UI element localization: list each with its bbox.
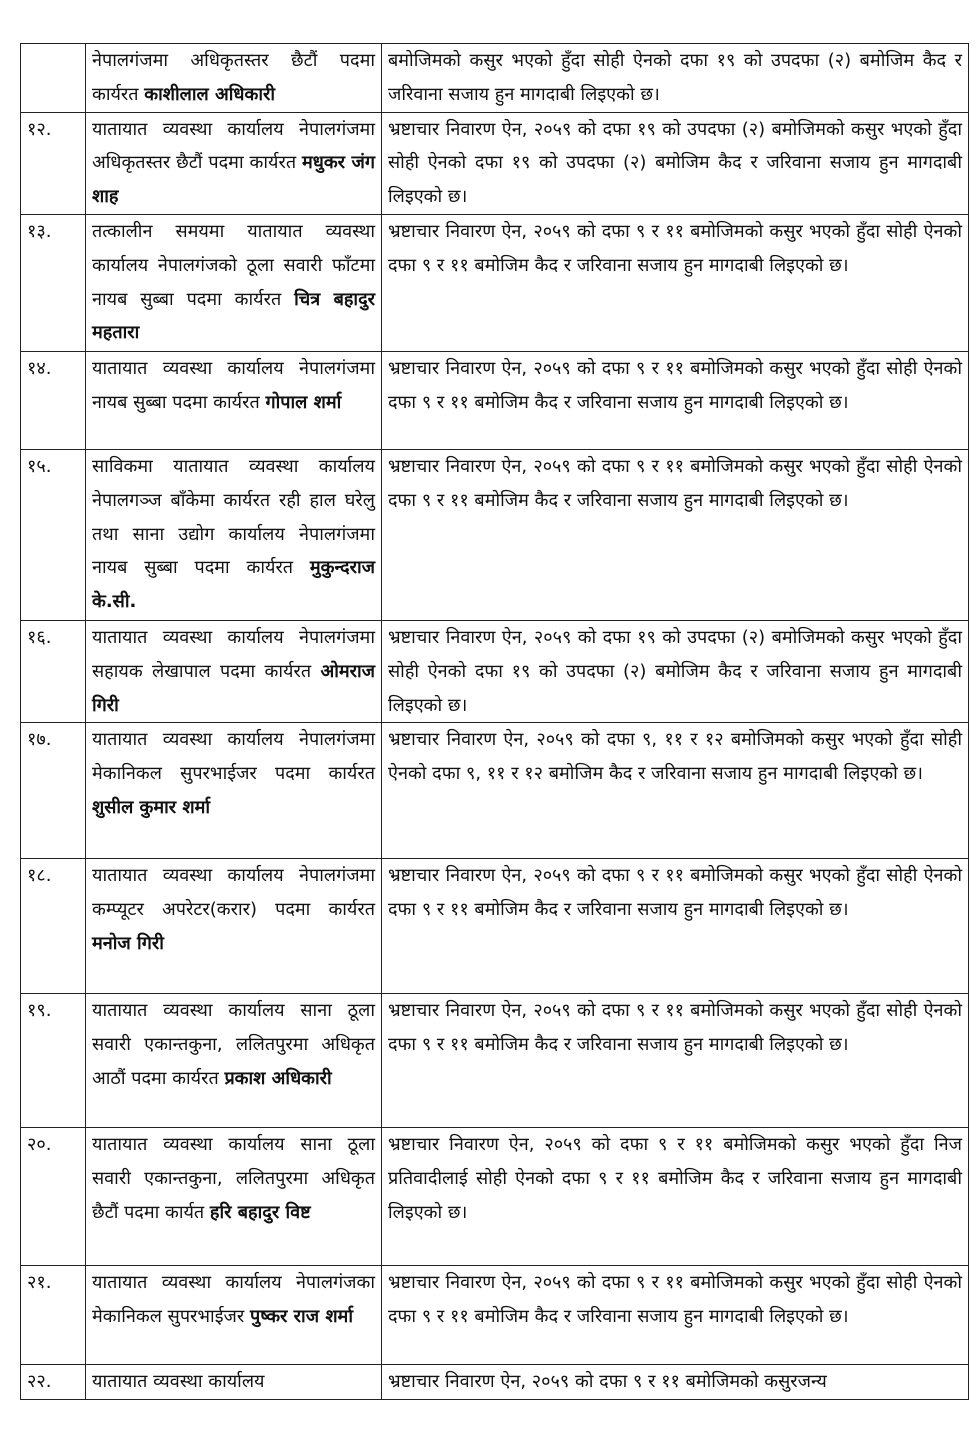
row-number: १२.	[21, 112, 86, 214]
defendant-position: यातायात व्यवस्था कार्यालय नेपालगंजमा मेकानिकल सुपरभाईजर पदमा कार्यरत	[92, 729, 375, 785]
charge-text: भ्रष्टाचार निवारण ऐन, २०५९ को दफा ९ र ११ बमोजिमको कसुर भएको हुँदा निज प्रतिवादीलाई सोही ऐनको दफा ९ र ११ बमोजिम कैद र जरिवाना सजाय हुन मागदाबी लिइएको छ।	[382, 1128, 969, 1266]
row-number: १९.	[21, 994, 86, 1128]
defendant-name: शुसील कुमार शर्मा	[92, 796, 211, 818]
defendant-position: नेपालगंजमा अधिकृतस्तर छैटौं पदमा कार्यरत	[92, 50, 375, 105]
table-row	[21, 723, 969, 859]
defendant-position: यातायात व्यवस्था कार्यालय	[92, 1371, 265, 1393]
defendant-description	[86, 723, 382, 859]
row-number: २२.	[21, 1365, 86, 1400]
defendant-position: यातायात व्यवस्था कार्यालय साना ठूला सवारी एकान्तकुना, ललितपुरमा अधिकृत आठौं पदमा कार्यरत	[92, 1000, 375, 1089]
defendant-position: यातायात व्यवस्था कार्यालय नेपालगंजमा नायब सुब्बा पदमा कार्यरत	[92, 357, 375, 413]
table-row	[21, 1128, 969, 1266]
charge-text: भ्रष्टाचार निवारण ऐन, २०५९ को दफा ९ र ११ बमोजिमको कसुर भएको हुँदा सोही ऐनको दफा ९ र ११ बमोजिम कैद र जरिवाना सजाय हुन मागदाबी लिइएको छ।	[382, 859, 969, 994]
defendant-description	[86, 994, 382, 1128]
defendant-description	[86, 1128, 382, 1266]
table-row	[21, 1365, 969, 1400]
row-number: २०.	[21, 1128, 86, 1266]
defendant-description	[86, 449, 382, 620]
table-row	[21, 44, 969, 113]
row-number: १४.	[21, 351, 86, 449]
defendant-description	[86, 1266, 382, 1365]
table-row	[21, 1266, 969, 1365]
defendant-name: ओमराज गिरी	[92, 660, 375, 716]
defendant-position: यातायात व्यवस्था कार्यालय नेपालगंजमा कम्प्यूटर अपरेटर(करार) पदमा कार्यरत	[92, 865, 375, 921]
defendant-position: साविकमा यातायात व्यवस्था कार्यालय नेपालगञ्ज बाँकेमा कार्यरत रही हाल घरेलु तथा साना उद्योग कार्यालय नेपालगंजमा नायब सुब्बा पदमा कार्यरत	[92, 455, 375, 579]
defendant-position: तत्कालीन समयमा यातायात व्यवस्था कार्यालय नेपालगंजको ठूला सवारी फाँटमा नायब सुब्बा पदमा कार्यरत	[92, 220, 375, 310]
defendant-description	[86, 214, 382, 351]
defendant-name: गोपाल शर्मा	[265, 391, 342, 413]
charge-text: भ्रष्टाचार निवारण ऐन, २०५९ को दफा ९ र ११ बमोजिमको कसुर भएको हुँदा सोही ऐनको दफा ९ र ११ बमोजिम कैद र जरिवाना सजाय हुन मागदाबी लिइएको छ।	[382, 994, 969, 1128]
table-row	[21, 112, 969, 214]
defendants-table	[20, 43, 969, 1400]
defendant-description	[86, 351, 382, 449]
table-row	[21, 859, 969, 994]
charge-text: बमोजिमको कसुर भएको हुँदा सोही ऐनको दफा १९ को उपदफा (२) बमोजिम कैद र जरिवाना सजाय हुन मागदाबी लिइएको छ।	[382, 44, 969, 113]
charge-text: भ्रष्टाचार निवारण ऐन, २०५९ को दफा ९, ११ र १२ बमोजिमको कसुर भएको हुँदा सोही ऐनको दफा ९, ११ र १२ बमोजिम कैद र जरिवाना सजाय हुन मागदाबी लिइएको छ।	[382, 723, 969, 859]
row-number: २१.	[21, 1266, 86, 1365]
row-number	[21, 44, 86, 113]
defendant-name: चित्र बहादुर महतारा	[92, 288, 375, 344]
row-number: १७.	[21, 723, 86, 859]
defendant-description	[86, 620, 382, 722]
table-row	[21, 449, 969, 620]
defendant-name: प्रकाश अधिकारी	[224, 1067, 332, 1089]
defendant-name: मुकुन्दराज के.सी.	[92, 557, 375, 613]
defendant-position: यातायात व्यवस्था कार्यालय नेपालगंजका मेकानिकल सुपरभाईजर	[92, 1272, 375, 1328]
table-row	[21, 351, 969, 449]
table-row	[21, 994, 969, 1128]
defendant-description	[86, 112, 382, 214]
table-row	[21, 620, 969, 722]
defendant-name: काशीलाल अधिकारी	[144, 83, 275, 105]
defendant-description	[86, 44, 382, 113]
defendant-name: हरि बहादुर विष्ट	[209, 1201, 311, 1223]
charge-text: भ्रष्टाचार निवारण ऐन, २०५९ को दफा १९ को उपदफा (२) बमोजिमको कसुर भएको हुँदा सोही ऐनको दफा १९ को उपदफा (२) बमोजिम कैद र जरिवाना सजाय हुन मागदाबी लिइएको छ।	[382, 112, 969, 214]
charge-text: भ्रष्टाचार निवारण ऐन, २०५९ को दफा ९ र ११ बमोजिमको कसुरजन्य	[382, 1365, 969, 1400]
charge-text: भ्रष्टाचार निवारण ऐन, २०५९ को दफा ९ र ११ बमोजिमको कसुर भएको हुँदा सोही ऐनको दफा ९ र ११ बमोजिम कैद र जरिवाना सजाय हुन मागदाबी लिइएको छ।	[382, 214, 969, 351]
defendant-description	[86, 859, 382, 994]
charge-text: भ्रष्टाचार निवारण ऐन, २०५९ को दफा १९ को उपदफा (२) बमोजिमको कसुर भएको हुँदा सोही ऐनको दफा १९ को उपदफा (२) बमोजिम कैद र जरिवाना सजाय हुन मागदाबी लिइएको छ।	[382, 620, 969, 722]
defendant-name: पुष्कर राज शर्मा	[250, 1306, 353, 1328]
charge-text: भ्रष्टाचार निवारण ऐन, २०५९ को दफा ९ र ११ बमोजिमको कसुर भएको हुँदा सोही ऐनको दफा ९ र ११ बमोजिम कैद र जरिवाना सजाय हुन मागदाबी लिइएको छ।	[382, 449, 969, 620]
defendant-description	[86, 1365, 382, 1400]
row-number: १५.	[21, 449, 86, 620]
row-number: १८.	[21, 859, 86, 994]
defendant-name: मनोज गिरी	[92, 932, 164, 954]
defendant-position: यातायात व्यवस्था कार्यालय नेपालगंजमा अधिकृतस्तर छैटौं पदमा कार्यरत	[92, 118, 375, 174]
charge-text: भ्रष्टाचार निवारण ऐन, २०५९ को दफा ९ र ११ बमोजिमको कसुर भएको हुँदा सोही ऐनको दफा ९ र ११ बमोजिम कैद र जरिवाना सजाय हुन मागदाबी लिइएको छ।	[382, 351, 969, 449]
defendant-name: मधुकर जंग शाह	[92, 152, 375, 208]
charge-text: भ्रष्टाचार निवारण ऐन, २०५९ को दफा ९ र ११ बमोजिमको कसुर भएको हुँदा सोही ऐनको दफा ९ र ११ बमोजिम कैद र जरिवाना सजाय हुन मागदाबी लिइएको छ।	[382, 1266, 969, 1365]
defendant-position: यातायात व्यवस्था कार्यालय साना ठूला सवारी एकान्तकुना, ललितपुरमा अधिकृत छैटौं पदमा कार्यत	[92, 1134, 375, 1223]
defendant-position: यातायात व्यवस्था कार्यालय नेपालगंजमा सहायक लेखापाल पदमा कार्यरत	[92, 626, 375, 682]
row-number: १३.	[21, 214, 86, 351]
table-row	[21, 214, 969, 351]
row-number: १६.	[21, 620, 86, 722]
